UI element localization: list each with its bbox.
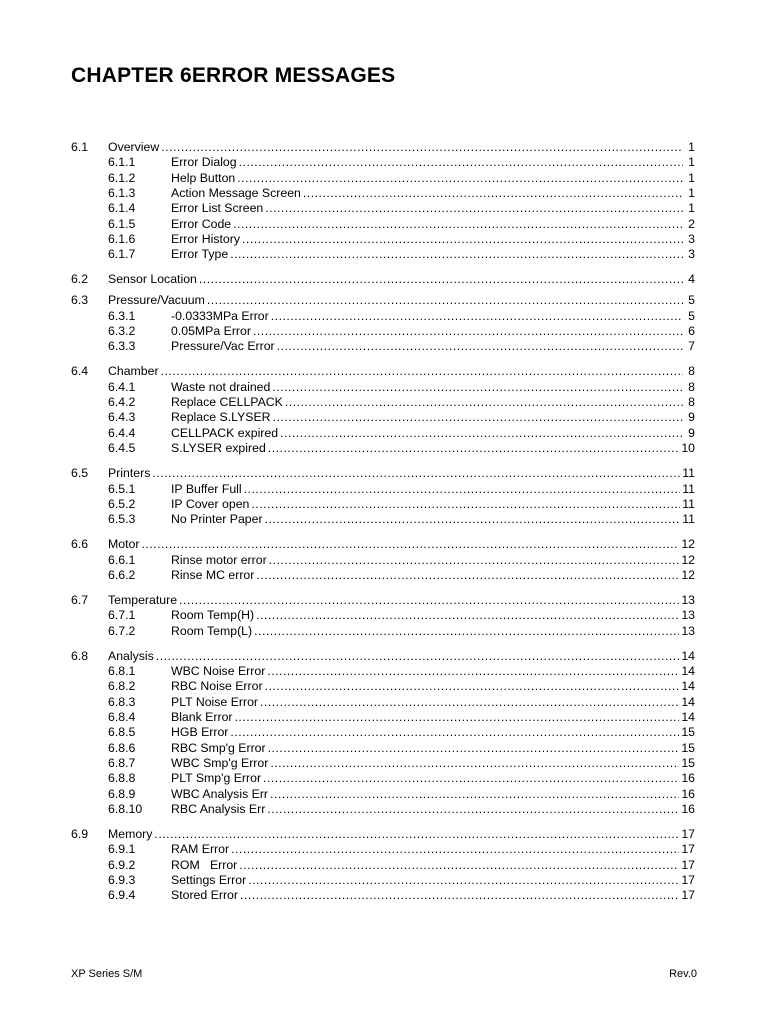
- toc-subsection-row: [71, 155, 695, 170]
- toc-number: 6.5.2: [108, 496, 136, 511]
- dot-leader: [231, 842, 679, 857]
- dot-leader: [265, 679, 680, 694]
- dot-leader: [237, 171, 683, 186]
- toc-page-number: 14: [681, 694, 695, 709]
- toc-section: [71, 138, 695, 262]
- toc-number: 6.1.1: [108, 155, 136, 170]
- toc-section: [71, 535, 695, 583]
- toc-number: 6.8.3: [108, 694, 136, 709]
- dot-leader: [152, 466, 680, 481]
- toc-page-number: 11: [682, 512, 695, 527]
- toc-number: 6.2: [71, 272, 89, 287]
- toc-page-number: 9: [688, 425, 695, 440]
- toc-page-number: 17: [681, 827, 695, 841]
- toc-number: 6.7.1: [108, 608, 136, 623]
- dot-leader: [207, 293, 683, 308]
- toc-label: Settings Error: [171, 873, 247, 888]
- toc-label: WBC Analysis Err: [171, 786, 269, 801]
- toc-label: Blank Error: [171, 709, 233, 724]
- toc-number: 6.8.6: [108, 740, 136, 755]
- toc-page-number: 14: [681, 648, 695, 663]
- toc-label: -0.0333MPa Error: [171, 308, 269, 323]
- toc-number: 6.4.5: [108, 441, 136, 456]
- toc-section-row: [71, 138, 695, 155]
- toc-page-number: 17: [681, 857, 695, 872]
- toc-label: S.LYSER expired: [171, 441, 266, 456]
- toc-label: Error List Screen: [171, 201, 264, 216]
- dot-leader: [270, 787, 679, 802]
- toc-number: 6.9.3: [108, 873, 136, 888]
- toc-page-number: 13: [681, 592, 695, 607]
- toc-subsection-row: [71, 339, 695, 354]
- dot-leader: [235, 710, 680, 725]
- toc-number: 6.1.7: [108, 247, 136, 262]
- dot-leader: [240, 888, 679, 903]
- toc-number: 6.6.2: [108, 567, 136, 582]
- toc-page-number: 17: [681, 842, 695, 857]
- toc-subsection-row: [71, 441, 695, 456]
- toc-page-number: 10: [681, 441, 695, 456]
- toc-subsection-row: [71, 608, 695, 623]
- toc-subsection-row: [71, 379, 695, 394]
- toc-page-number: 1: [688, 186, 695, 201]
- toc-number: 6.6.1: [108, 552, 136, 567]
- dot-leader: [256, 608, 679, 623]
- toc-page-number: 1: [688, 155, 695, 170]
- toc-subsection-row: [71, 410, 695, 425]
- toc-label: Replace S.LYSER: [171, 410, 271, 425]
- dot-leader: [251, 497, 680, 512]
- table-of-contents: [71, 138, 695, 911]
- toc-page-number: 14: [681, 709, 695, 724]
- toc-page-number: 15: [681, 755, 695, 770]
- toc-page-number: 11: [682, 496, 695, 511]
- toc-subsection-row: [71, 873, 695, 888]
- toc-label: WBC Noise Error: [171, 663, 266, 678]
- toc-page-number: 9: [688, 410, 695, 425]
- footer-right: Rev.0: [669, 968, 697, 980]
- toc-label: Sensor Location: [108, 272, 197, 287]
- toc-section-row: [71, 291, 695, 308]
- toc-page-number: 13: [681, 623, 695, 638]
- toc-page-number: 14: [681, 679, 695, 694]
- toc-subsection-row: [71, 425, 695, 440]
- toc-page-number: 17: [681, 873, 695, 888]
- toc-subsection-row: [71, 725, 695, 740]
- dot-leader: [256, 568, 679, 583]
- toc-page-number: 12: [681, 567, 695, 582]
- toc-subsection-row: [71, 552, 695, 567]
- toc-subsection-row: [71, 710, 695, 725]
- toc-page-number: 2: [688, 216, 695, 231]
- toc-number: 6.8.7: [108, 755, 136, 770]
- toc-number: 6.8.2: [108, 679, 136, 694]
- toc-page-number: 7: [688, 339, 695, 354]
- toc-label: Analysis: [108, 648, 154, 663]
- toc-subsection-row: [71, 512, 695, 527]
- dot-leader: [303, 186, 683, 201]
- toc-section-row: [71, 270, 695, 287]
- toc-subsection-row: [71, 232, 695, 247]
- toc-label: IP Cover open: [171, 496, 250, 511]
- toc-label: Room Temp(H): [171, 608, 255, 623]
- dot-leader: [248, 873, 679, 888]
- toc-label: PLT Smp'g Error: [171, 771, 262, 786]
- toc-label: Error Dialog: [171, 155, 237, 170]
- toc-number: 6.9.1: [108, 842, 136, 857]
- toc-number: 6.1.2: [108, 170, 136, 185]
- toc-subsection-row: [71, 170, 695, 185]
- toc-page-number: 11: [682, 481, 695, 496]
- toc-label: Error Code: [171, 216, 232, 231]
- toc-page-number: 3: [688, 247, 695, 262]
- toc-number: 6.8.1: [108, 663, 136, 678]
- toc-number: 6.1.3: [108, 186, 136, 201]
- toc-subsection-row: [71, 216, 695, 231]
- dot-leader: [199, 272, 683, 287]
- toc-label: Overview: [108, 140, 160, 154]
- toc-page-number: 4: [688, 272, 695, 287]
- toc-section-row: [71, 647, 695, 664]
- toc-subsection-row: [71, 771, 695, 786]
- toc-label: Motor: [108, 537, 140, 552]
- chapter-title: CHAPTER 6ERROR MESSAGES: [71, 64, 396, 87]
- toc-section: [71, 464, 695, 527]
- toc-page-number: 16: [681, 771, 695, 786]
- toc-page-number: 12: [681, 552, 695, 567]
- toc-label: Pressure/Vac Error: [171, 339, 275, 354]
- toc-label: ROM Error: [171, 857, 238, 872]
- toc-subsection-row: [71, 308, 695, 323]
- toc-label: Waste not drained: [171, 379, 271, 394]
- toc-section: [71, 291, 695, 354]
- toc-subsection-row: [71, 497, 695, 512]
- toc-subsection-row: [71, 186, 695, 201]
- dot-leader: [179, 593, 679, 608]
- toc-page-number: 1: [688, 170, 695, 185]
- dot-leader: [277, 339, 683, 354]
- toc-label: Room Temp(L): [171, 623, 253, 638]
- toc-subsection-row: [71, 679, 695, 694]
- toc-section: [71, 591, 695, 639]
- dot-leader: [265, 512, 681, 527]
- toc-number: 6.3.1: [108, 308, 136, 323]
- dot-leader: [244, 482, 681, 497]
- toc-number: 6.6: [71, 537, 89, 552]
- toc-page-number: 15: [681, 740, 695, 755]
- toc-number: 6.9.2: [108, 857, 136, 872]
- toc-number: 6.1.6: [108, 232, 136, 247]
- toc-number: 6.8.4: [108, 709, 136, 724]
- toc-section: [71, 362, 695, 456]
- dot-leader: [280, 426, 683, 441]
- toc-label: Printers: [108, 466, 151, 481]
- toc-page-number: 15: [681, 725, 695, 740]
- toc-label: 0.05MPa Error: [171, 324, 251, 339]
- toc-subsection-row: [71, 623, 695, 638]
- toc-page-number: 11: [682, 466, 695, 481]
- toc-number: 6.8.8: [108, 771, 136, 786]
- toc-page-number: 3: [688, 232, 695, 247]
- toc-page-number: 17: [681, 888, 695, 903]
- footer-left: XP Series S/M: [71, 968, 143, 980]
- dot-leader: [285, 395, 683, 410]
- toc-label: Chamber: [108, 364, 159, 379]
- dot-leader: [260, 695, 679, 710]
- toc-number: 6.8.5: [108, 725, 136, 740]
- toc-subsection-row: [71, 664, 695, 679]
- toc-number: 6.3.2: [108, 324, 136, 339]
- dot-leader: [230, 247, 683, 262]
- dot-leader: [263, 771, 679, 786]
- toc-label: Action Message Screen: [171, 186, 301, 201]
- toc-label: Stored Error: [171, 888, 238, 903]
- toc-number: 6.7: [71, 592, 89, 607]
- toc-number: 6.8: [71, 648, 89, 663]
- dot-leader: [268, 441, 680, 456]
- toc-section: [71, 270, 695, 287]
- toc-page-number: 8: [688, 364, 695, 379]
- toc-section: [71, 647, 695, 817]
- toc-label: RBC Smp'g Error: [171, 740, 266, 755]
- toc-label: RBC Noise Error: [171, 679, 263, 694]
- toc-page-number: 16: [681, 786, 695, 801]
- toc-label: PLT Noise Error: [171, 694, 259, 709]
- toc-page-number: 12: [681, 537, 695, 552]
- toc-subsection-row: [71, 481, 695, 496]
- dot-leader: [156, 649, 680, 664]
- dot-leader: [233, 217, 683, 232]
- dot-leader: [267, 802, 679, 817]
- toc-subsection-row: [71, 888, 695, 903]
- toc-number: 6.3.3: [108, 339, 136, 354]
- toc-page-number: 14: [681, 663, 695, 678]
- toc-label: Rinse MC error: [171, 567, 255, 582]
- toc-number: 6.1.5: [108, 216, 136, 231]
- dot-leader: [254, 624, 679, 639]
- toc-page-number: 1: [688, 201, 695, 216]
- toc-label: CELLPACK expired: [171, 425, 279, 440]
- toc-number: 6.1: [71, 140, 89, 154]
- toc-label: Temperature: [108, 592, 178, 607]
- toc-label: RBC Analysis Err: [171, 802, 266, 816]
- toc-label: Pressure/Vacuum: [108, 293, 205, 308]
- toc-page-number: 8: [688, 395, 695, 410]
- toc-section-row: [71, 535, 695, 552]
- toc-number: 6.9: [71, 827, 89, 841]
- toc-number: 6.4.1: [108, 379, 136, 394]
- dot-leader: [154, 827, 679, 842]
- dot-leader: [265, 201, 683, 216]
- dot-leader: [239, 155, 683, 170]
- toc-subsection-row: [71, 802, 695, 817]
- toc-number: 6.4.3: [108, 410, 136, 425]
- toc-page-number: 8: [688, 379, 695, 394]
- toc-page-number: 5: [688, 308, 695, 323]
- toc-subsection-row: [71, 786, 695, 801]
- dot-leader: [273, 410, 683, 425]
- toc-page-number: 16: [681, 802, 695, 816]
- dot-leader: [253, 324, 683, 339]
- dot-leader: [161, 364, 683, 379]
- toc-label: HGB Error: [171, 725, 229, 740]
- toc-section-row: [71, 464, 695, 481]
- dot-leader: [272, 380, 683, 395]
- toc-label: Error Type: [171, 247, 229, 262]
- toc-label: IP Buffer Full: [171, 481, 242, 496]
- toc-number: 6.5.3: [108, 512, 136, 527]
- dot-leader: [239, 858, 679, 873]
- toc-label: Memory: [108, 827, 153, 841]
- toc-label: Rinse motor error: [171, 552, 267, 567]
- toc-label: Help Button: [171, 170, 236, 185]
- toc-page-number: 1: [688, 140, 695, 154]
- toc-number: 6.8.9: [108, 786, 136, 801]
- dot-leader: [269, 553, 680, 568]
- toc-page-number: 13: [681, 608, 695, 623]
- toc-section-row: [71, 362, 695, 379]
- toc-section-row: [71, 591, 695, 608]
- toc-number: 6.4.4: [108, 425, 136, 440]
- toc-number: 6.4: [71, 364, 89, 379]
- toc-label: WBC Smp'g Error: [171, 755, 269, 770]
- dot-leader: [230, 725, 679, 740]
- toc-subsection-row: [71, 247, 695, 262]
- toc-number: 6.5: [71, 466, 89, 481]
- dot-leader: [267, 664, 679, 679]
- dot-leader: [161, 140, 683, 155]
- toc-subsection-row: [71, 740, 695, 755]
- toc-number: 6.4.2: [108, 395, 136, 410]
- dot-leader: [270, 756, 679, 771]
- toc-number: 6.5.1: [108, 481, 136, 496]
- toc-number: 6.7.2: [108, 623, 136, 638]
- toc-number: 6.1.4: [108, 201, 136, 216]
- toc-number: 6.8.10: [108, 802, 143, 816]
- toc-subsection-row: [71, 857, 695, 872]
- toc-subsection-row: [71, 395, 695, 410]
- toc-label: No Printer Paper: [171, 512, 263, 527]
- dot-leader: [242, 232, 683, 247]
- toc-number: 6.3: [71, 293, 89, 308]
- toc-subsection-row: [71, 694, 695, 709]
- dot-leader: [141, 537, 679, 552]
- toc-subsection-row: [71, 756, 695, 771]
- toc-subsection-row: [71, 568, 695, 583]
- toc-page-number: 5: [688, 293, 695, 308]
- toc-label: Error History: [171, 232, 241, 247]
- toc-subsection-row: [71, 324, 695, 339]
- dot-leader: [271, 309, 683, 324]
- toc-subsection-row: [71, 201, 695, 216]
- dot-leader: [268, 741, 680, 756]
- toc-label: Replace CELLPACK: [171, 395, 283, 410]
- toc-section-row: [71, 825, 695, 842]
- toc-label: RAM Error: [171, 842, 230, 857]
- toc-subsection-row: [71, 842, 695, 857]
- toc-number: 6.9.4: [108, 888, 136, 903]
- toc-page-number: 6: [688, 324, 695, 339]
- toc-section: [71, 825, 695, 903]
